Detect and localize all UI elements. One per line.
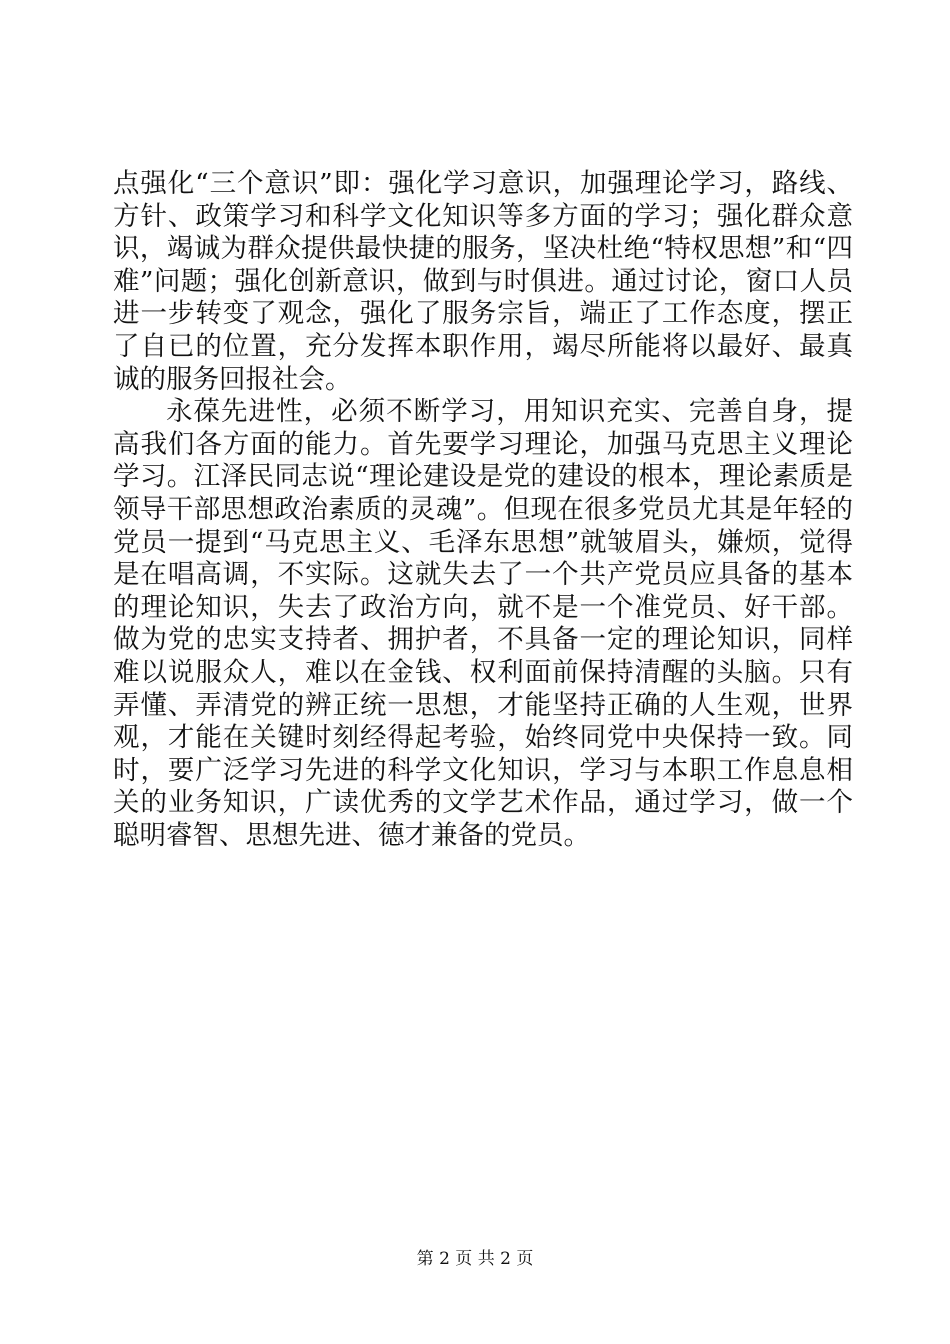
paragraph-continuation: 点强化“三个意识”即：强化学习意识，加强理论学习，路线、方针、政策学习和科学文化知识等多方面的学习；强化群众意识，竭诚为群众提供最快捷的服务，坚决杜绝“特权思想”和“四难”问题；强化创新意识，做到与时俱进。通过讨论，窗口人员进一步转变了观念，强化了服务宗旨，端正了工作态度，摆正了自已的位置，充分发挥本职作用，竭尽所能将以最好、最真诚的服务回报社会。	[113, 168, 853, 395]
document-body	[113, 168, 853, 852]
paragraph-study: 永葆先进性，必须不断学习，用知识充实、完善自身，提高我们各方面的能力。首先要学习理论，加强马克思主义理论学习。江泽民同志说“理论建设是党的建设的根本，理论素质是领导干部思想政治素质的灵魂”。但现在很多党员尤其是年轻的党员一提到“马克思主义、毛泽东思想”就皱眉头，嫌烦，觉得是在唱高调，不实际。这就失去了一个共产党员应具备的基本的理论知识，失去了政治方向，就不是一个准党员、好干部。做为党的忠实支持者、拥护者，不具备一定的理论知识，同样难以说服众人，难以在金钱、权利面前保持清醒的头脑。只有弄懂、弄清党的辨正统一思想，才能坚持正确的人生观，世界观，才能在关键时刻经得起考验，始终同党中央保持一致。同时，要广泛学习先进的科学文化知识，学习与本职工作息息相关的业务知识，广读优秀的文学艺术作品，通过学习，做一个聪明睿智、思想先进、德才兼备的党员。	[113, 396, 853, 851]
page-footer: 第 2 页 共 2 页	[416, 1249, 534, 1269]
